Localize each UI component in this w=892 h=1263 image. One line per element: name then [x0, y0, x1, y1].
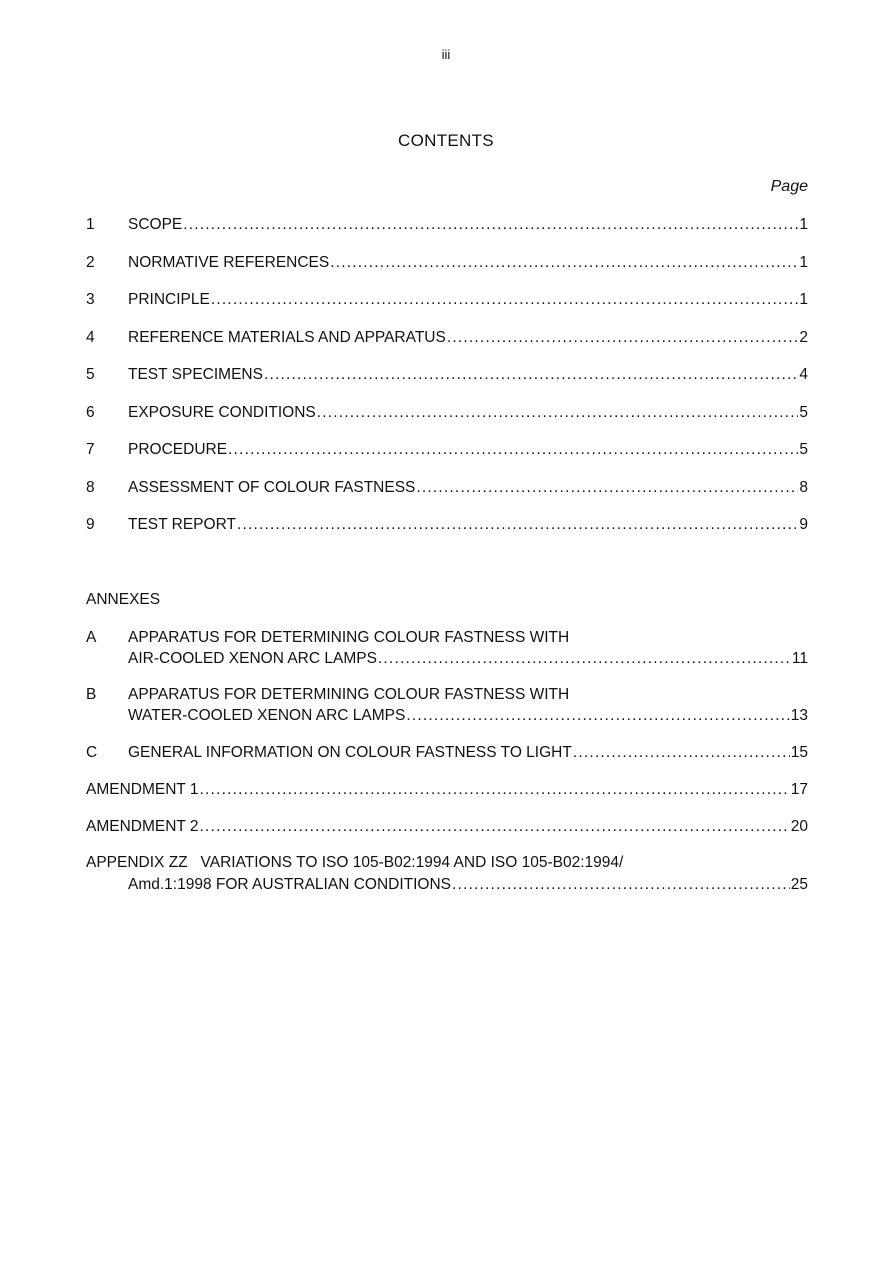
dot-leader [573, 742, 790, 764]
toc-entry-line [128, 514, 808, 536]
toc-entry-page: 5 [799, 404, 808, 421]
toc-entry-number: 6 [86, 404, 95, 421]
toc-entry-line [128, 402, 808, 424]
toc-entry-title: PRINCIPLE [128, 291, 210, 308]
dot-leader [211, 289, 799, 311]
toc-entry-6[interactable] [86, 402, 808, 424]
toc-entry-page: 17 [790, 781, 808, 798]
dot-leader [228, 439, 798, 461]
toc-entry-title: SCOPE [128, 216, 183, 233]
toc-entry-1[interactable] [86, 214, 808, 236]
toc-entry-page: 11 [791, 650, 808, 667]
toc-entry-line [128, 705, 808, 727]
toc-entry-line [86, 779, 808, 801]
toc-entry-line [128, 252, 808, 274]
appendix-zz-line1[interactable]: APPENDIX ZZ VARIATIONS TO ISO 105-B02:1994 AND ISO 105-B02:1994/ [86, 854, 624, 871]
toc-entry-8[interactable] [86, 477, 808, 499]
toc-entry-title: TEST REPORT [128, 516, 236, 533]
toc-entry-2[interactable] [86, 252, 808, 274]
annex-title-line1: APPARATUS FOR DETERMINING COLOUR FASTNESS WITH [128, 629, 570, 646]
toc-entry-page: 20 [790, 818, 808, 835]
contents-title: CONTENTS [398, 131, 494, 150]
toc-entry-page: 4 [799, 366, 808, 383]
dot-leader [447, 327, 799, 349]
dot-leader [378, 648, 791, 670]
dot-leader [183, 214, 798, 236]
toc-entry-title: EXPOSURE CONDITIONS [128, 404, 316, 421]
dot-leader [264, 364, 798, 386]
toc-entry-line [86, 816, 808, 838]
toc-entry-number: 5 [86, 366, 95, 383]
annex-b-line2[interactable] [86, 705, 808, 727]
toc-entry-title: REFERENCE MATERIALS AND APPARATUS [128, 329, 446, 346]
annex-a-line2[interactable] [86, 648, 808, 670]
toc-entry-5[interactable] [86, 364, 808, 386]
appendix-zz-line2[interactable] [86, 874, 808, 896]
dot-leader [406, 705, 789, 727]
dot-leader [237, 514, 798, 536]
dot-leader [416, 477, 798, 499]
annex-title-line2: AIR-COOLED XENON ARC LAMPS [128, 650, 377, 667]
page-column-header: Page [770, 178, 808, 195]
toc-entry-9[interactable] [86, 514, 808, 536]
dot-leader [317, 402, 799, 424]
toc-entry-number: 2 [86, 254, 95, 271]
annex-letter: C [86, 744, 98, 761]
toc-entry-number: 9 [86, 516, 95, 533]
dot-leader [200, 816, 790, 838]
annex-title-line1: APPARATUS FOR DETERMINING COLOUR FASTNESS WITH [128, 686, 570, 703]
toc-entry-line [128, 364, 808, 386]
annex-title: GENERAL INFORMATION ON COLOUR FASTNESS TO LIGHT [128, 744, 572, 761]
toc-entry-number: 7 [86, 441, 95, 458]
toc-entry-page: 2 [799, 329, 808, 346]
toc-entry-title: NORMATIVE REFERENCES [128, 254, 330, 271]
dot-leader [330, 252, 798, 274]
toc-entry-page: 8 [799, 479, 808, 496]
toc-entry-line [128, 648, 808, 670]
toc-entry-page: 1 [799, 216, 808, 233]
toc-entry-line [128, 327, 808, 349]
amendment-title: AMENDMENT 2 [86, 818, 199, 835]
toc-entry-3[interactable] [86, 289, 808, 311]
amendment-title: AMENDMENT 1 [86, 781, 199, 798]
page-number: iii [441, 47, 451, 62]
annexes-heading: ANNEXES [86, 591, 161, 608]
toc-entry-title: PROCEDURE [128, 441, 228, 458]
toc-entry-line [128, 439, 808, 461]
toc-entry-page: 13 [790, 707, 808, 724]
toc-entry-title: TEST SPECIMENS [128, 366, 263, 383]
toc-entry-page: 5 [799, 441, 808, 458]
toc-entry-page: 15 [790, 744, 808, 761]
toc-entry-page: 1 [799, 291, 808, 308]
amendment-2[interactable] [86, 816, 808, 838]
amendment-1[interactable] [86, 779, 808, 801]
toc-entry-line [128, 477, 808, 499]
toc-entry-title: ASSESSMENT OF COLOUR FASTNESS [128, 479, 416, 496]
toc-entry-page: 1 [799, 254, 808, 271]
annex-title-line2: WATER-COOLED XENON ARC LAMPS [128, 707, 406, 724]
appendix-title-line2: Amd.1:1998 FOR AUSTRALIAN CONDITIONS [128, 876, 452, 893]
dot-leader [200, 779, 790, 801]
toc-entry-line [128, 289, 808, 311]
dot-leader [452, 874, 790, 896]
toc-entry-4[interactable] [86, 327, 808, 349]
toc-entry-line [128, 214, 808, 236]
toc-entry-number: 3 [86, 291, 95, 308]
toc-entry-page: 25 [790, 876, 808, 893]
annex-c[interactable] [86, 742, 808, 764]
toc-entry-line [128, 874, 808, 896]
toc-entry-number: 1 [86, 216, 95, 233]
toc-entry-line [128, 742, 808, 764]
toc-entry-number: 4 [86, 329, 95, 346]
toc-entry-number: 8 [86, 479, 95, 496]
annex-letter: B [86, 686, 97, 703]
toc-entry-7[interactable] [86, 439, 808, 461]
toc-entry-page: 9 [799, 516, 808, 533]
annex-letter: A [86, 629, 97, 646]
